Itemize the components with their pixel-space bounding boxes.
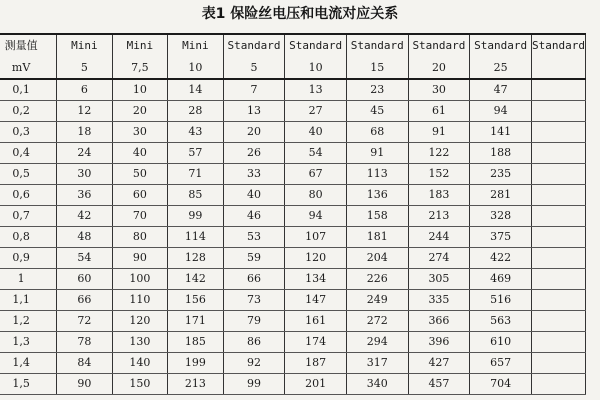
table-row — [0, 248, 586, 269]
fuse-type-header: Standard — [223, 34, 285, 57]
current-cell — [531, 332, 585, 353]
current-cell: 94 — [470, 101, 532, 122]
current-cell: 91 — [408, 122, 470, 143]
voltage-cell: 1 — [0, 269, 57, 290]
current-cell: 457 — [408, 374, 470, 395]
fuse-type-header: Standard — [531, 34, 585, 57]
current-cell: 48 — [57, 227, 112, 248]
fuse-type-header: Mini — [57, 34, 112, 57]
fuse-rating-header: 15 — [346, 57, 408, 79]
current-cell: 335 — [408, 290, 470, 311]
current-cell: 28 — [168, 101, 223, 122]
fuse-rating-header: 25 — [470, 57, 532, 79]
voltage-cell: 1,1 — [0, 290, 57, 311]
current-cell: 294 — [346, 332, 408, 353]
corner-unit-label: mV — [0, 57, 57, 79]
current-cell: 13 — [223, 101, 285, 122]
current-cell: 657 — [470, 353, 532, 374]
current-cell: 57 — [168, 143, 223, 164]
fuse-rating-header: 5 — [57, 57, 112, 79]
current-cell: 99 — [223, 374, 285, 395]
current-cell: 40 — [112, 143, 167, 164]
fuse-type-header: Standard — [470, 34, 532, 57]
voltage-cell: 0,4 — [0, 143, 57, 164]
current-cell: 80 — [112, 227, 167, 248]
current-cell: 60 — [57, 269, 112, 290]
current-cell: 185 — [168, 332, 223, 353]
current-cell: 79 — [223, 311, 285, 332]
current-cell — [531, 164, 585, 185]
current-cell: 18 — [57, 122, 112, 143]
current-cell: 91 — [346, 143, 408, 164]
current-cell: 136 — [346, 185, 408, 206]
current-cell: 174 — [285, 332, 347, 353]
current-cell: 59 — [223, 248, 285, 269]
current-cell: 78 — [57, 332, 112, 353]
voltage-cell: 0,9 — [0, 248, 57, 269]
current-cell: 50 — [112, 164, 167, 185]
current-cell: 73 — [223, 290, 285, 311]
table-row — [0, 227, 586, 248]
current-cell — [531, 143, 585, 164]
voltage-cell: 0,1 — [0, 79, 57, 101]
current-cell: 23 — [346, 79, 408, 101]
current-cell: 24 — [57, 143, 112, 164]
current-cell — [531, 374, 585, 395]
current-cell: 71 — [168, 164, 223, 185]
current-cell: 281 — [470, 185, 532, 206]
current-cell: 366 — [408, 311, 470, 332]
fuse-rating-header — [531, 57, 585, 79]
current-cell: 84 — [57, 353, 112, 374]
voltage-cell: 0,5 — [0, 164, 57, 185]
current-cell: 226 — [346, 269, 408, 290]
current-cell — [531, 122, 585, 143]
fuse-type-header: Standard — [346, 34, 408, 57]
fuse-type-header: Standard — [285, 34, 347, 57]
current-cell: 45 — [346, 101, 408, 122]
table-row — [0, 374, 586, 395]
current-cell: 6 — [57, 79, 112, 101]
current-cell: 85 — [168, 185, 223, 206]
current-cell: 20 — [112, 101, 167, 122]
current-cell: 12 — [57, 101, 112, 122]
table-row — [0, 353, 586, 374]
current-cell: 199 — [168, 353, 223, 374]
current-cell — [531, 101, 585, 122]
table-row — [0, 143, 586, 164]
current-cell: 20 — [223, 122, 285, 143]
current-cell: 54 — [285, 143, 347, 164]
voltage-cell: 1,5 — [0, 374, 57, 395]
current-cell: 43 — [168, 122, 223, 143]
current-cell: 249 — [346, 290, 408, 311]
voltage-cell: 1,2 — [0, 311, 57, 332]
fuse-rating-header: 20 — [408, 57, 470, 79]
current-cell: 120 — [285, 248, 347, 269]
current-cell — [531, 185, 585, 206]
current-cell — [531, 206, 585, 227]
table-row — [0, 122, 586, 143]
current-cell: 67 — [285, 164, 347, 185]
current-cell: 10 — [112, 79, 167, 101]
voltage-cell: 0,2 — [0, 101, 57, 122]
current-cell: 140 — [112, 353, 167, 374]
fuse-type-header: Mini — [112, 34, 167, 57]
current-cell — [531, 290, 585, 311]
table-caption: 表1 保险丝电压和电流对应关系 — [201, 6, 399, 22]
current-cell: 30 — [57, 164, 112, 185]
current-cell: 305 — [408, 269, 470, 290]
current-cell: 130 — [112, 332, 167, 353]
current-cell: 86 — [223, 332, 285, 353]
current-cell: 704 — [470, 374, 532, 395]
current-cell: 72 — [57, 311, 112, 332]
current-cell: 80 — [285, 185, 347, 206]
current-cell: 47 — [470, 79, 532, 101]
fuse-type-header: Mini — [168, 34, 223, 57]
voltage-cell: 1,4 — [0, 353, 57, 374]
current-cell: 152 — [408, 164, 470, 185]
current-cell: 13 — [285, 79, 347, 101]
current-cell: 150 — [112, 374, 167, 395]
current-cell: 14 — [168, 79, 223, 101]
table-row — [0, 185, 586, 206]
voltage-cell: 1,3 — [0, 332, 57, 353]
current-cell: 40 — [285, 122, 347, 143]
current-cell: 161 — [285, 311, 347, 332]
current-cell: 53 — [223, 227, 285, 248]
voltage-cell: 0,7 — [0, 206, 57, 227]
current-cell: 122 — [408, 143, 470, 164]
current-cell: 396 — [408, 332, 470, 353]
current-cell: 66 — [57, 290, 112, 311]
current-cell: 142 — [168, 269, 223, 290]
table-row — [0, 311, 586, 332]
current-cell: 469 — [470, 269, 532, 290]
current-cell: 516 — [470, 290, 532, 311]
current-cell: 158 — [346, 206, 408, 227]
current-cell: 26 — [223, 143, 285, 164]
table-row — [0, 206, 586, 227]
current-cell — [531, 79, 585, 101]
corner-header-label: 测量值 — [0, 34, 57, 57]
voltage-cell: 0,6 — [0, 185, 57, 206]
current-cell: 340 — [346, 374, 408, 395]
table-row — [0, 164, 586, 185]
current-cell: 201 — [285, 374, 347, 395]
current-cell: 427 — [408, 353, 470, 374]
current-cell: 30 — [408, 79, 470, 101]
current-cell: 610 — [470, 332, 532, 353]
table-row — [0, 290, 586, 311]
current-cell: 40 — [223, 185, 285, 206]
current-cell: 120 — [112, 311, 167, 332]
current-cell: 46 — [223, 206, 285, 227]
current-cell: 141 — [470, 122, 532, 143]
current-cell — [531, 353, 585, 374]
current-cell: 114 — [168, 227, 223, 248]
table-row — [0, 101, 586, 122]
current-cell — [531, 248, 585, 269]
current-cell: 68 — [346, 122, 408, 143]
current-cell: 317 — [346, 353, 408, 374]
current-cell: 134 — [285, 269, 347, 290]
current-cell: 156 — [168, 290, 223, 311]
current-cell: 128 — [168, 248, 223, 269]
current-cell: 92 — [223, 353, 285, 374]
current-cell: 183 — [408, 185, 470, 206]
current-cell: 94 — [285, 206, 347, 227]
voltage-cell: 0,3 — [0, 122, 57, 143]
current-cell: 272 — [346, 311, 408, 332]
current-cell — [531, 227, 585, 248]
current-cell: 7 — [223, 79, 285, 101]
current-cell: 235 — [470, 164, 532, 185]
current-cell: 61 — [408, 101, 470, 122]
current-cell: 110 — [112, 290, 167, 311]
current-cell: 422 — [470, 248, 532, 269]
table-row — [0, 79, 586, 101]
table-row — [0, 332, 586, 353]
current-cell — [531, 311, 585, 332]
current-cell: 90 — [112, 248, 167, 269]
current-cell: 147 — [285, 290, 347, 311]
current-cell: 36 — [57, 185, 112, 206]
current-cell: 66 — [223, 269, 285, 290]
current-cell: 30 — [112, 122, 167, 143]
current-cell: 213 — [408, 206, 470, 227]
current-cell: 274 — [408, 248, 470, 269]
fuse-type-header: Standard — [408, 34, 470, 57]
current-cell: 113 — [346, 164, 408, 185]
current-cell: 181 — [346, 227, 408, 248]
current-cell: 213 — [168, 374, 223, 395]
current-cell: 563 — [470, 311, 532, 332]
current-cell: 27 — [285, 101, 347, 122]
current-cell: 204 — [346, 248, 408, 269]
table-row — [0, 269, 586, 290]
current-cell: 60 — [112, 185, 167, 206]
current-cell: 328 — [470, 206, 532, 227]
current-cell: 33 — [223, 164, 285, 185]
current-cell: 100 — [112, 269, 167, 290]
current-cell: 90 — [57, 374, 112, 395]
fuse-rating-header: 10 — [168, 57, 223, 79]
current-cell: 188 — [470, 143, 532, 164]
current-cell: 171 — [168, 311, 223, 332]
fuse-rating-header: 5 — [223, 57, 285, 79]
current-cell: 375 — [470, 227, 532, 248]
current-cell: 244 — [408, 227, 470, 248]
fuse-voltage-current-table — [0, 33, 586, 395]
current-cell: 107 — [285, 227, 347, 248]
current-cell: 187 — [285, 353, 347, 374]
current-cell: 42 — [57, 206, 112, 227]
current-cell — [531, 269, 585, 290]
current-cell: 70 — [112, 206, 167, 227]
current-cell: 54 — [57, 248, 112, 269]
current-cell: 99 — [168, 206, 223, 227]
fuse-rating-header: 7,5 — [112, 57, 167, 79]
fuse-rating-header: 10 — [285, 57, 347, 79]
voltage-cell: 0,8 — [0, 227, 57, 248]
